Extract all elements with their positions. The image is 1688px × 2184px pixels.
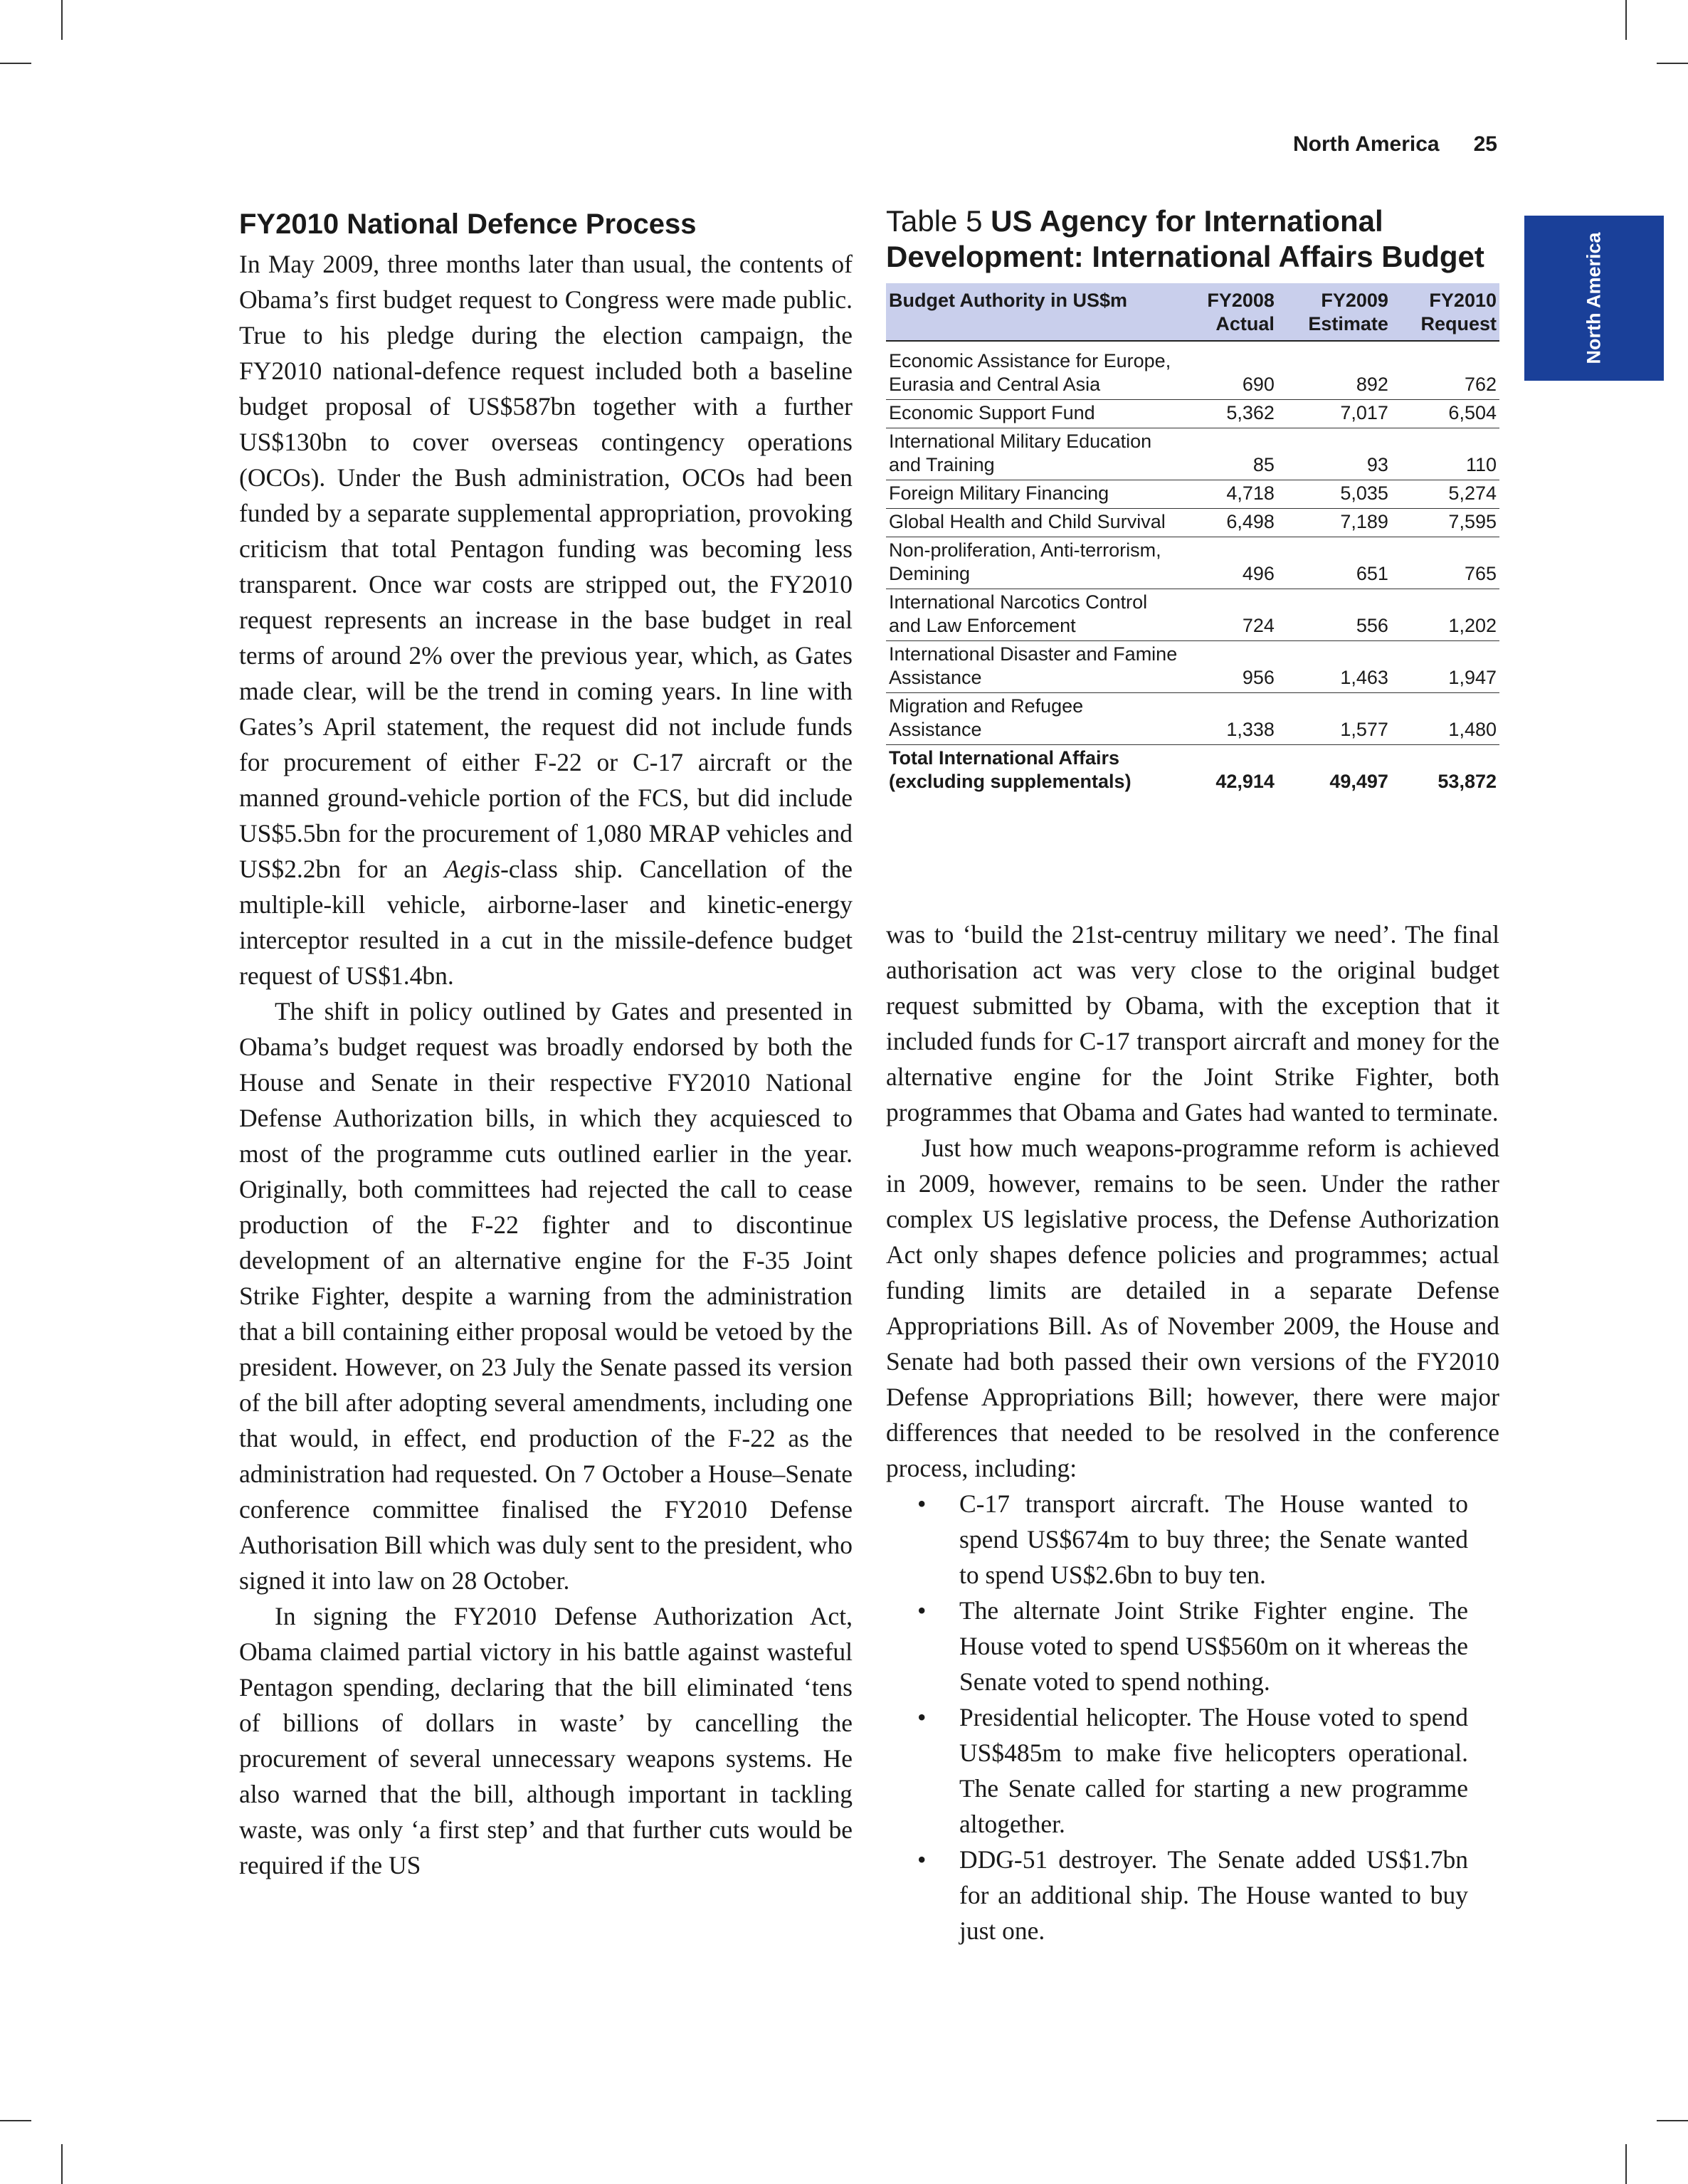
running-header (1293, 132, 1497, 157)
body-paragraph: In May 2009, three months later than usual, the contents of Obama’s first budget request to Congress were made public. True to his pledge during the election campaign, the FY2010 national-defence request included both a baseline budget proposal of US$587bn together with a further US$130bn to cover overseas contingency operations (OCOs). Under the Bush administration, OCOs had been funded by a separate supplemental appropriation, provoking criticism that total Pentagon funding was becoming less transparent. Once war costs are stripped out, the FY2010 request represents an increase in the base budget in real terms of around 2% over the previous year, which, as Gates made clear, will be the trend in coming years. In line with Gates’s April statement, the request did not include funds for procurement of either F-22 or C-17 aircraft or the manned ground-vehicle portion of the FCS, but did include US$5.5bn for the procurement of 1,080 MRAP vehicles and US$2.2bn for an Aegis-class ship. Cancellation of the multiple-kill vehicle, airborne-laser and kinetic-energy interceptor resulted in a cut in the missile-defence budget request of US$1.4bn. (239, 250, 853, 990)
list-item: • The alternate Joint Strike Fighter engine. The House voted to spend US$560m on it whereas the Senate voted to spend nothing. (886, 1593, 1499, 1699)
bullet-icon: • (917, 1845, 927, 1874)
crop-mark (61, 0, 63, 40)
table-row: Non-proliferation, Anti-terrorism, Demining 496 651 765 (886, 537, 1499, 589)
table-title-text: US Agency for International Development: International Affairs Budget (886, 204, 1484, 273)
section-side-tab (1524, 216, 1664, 381)
table-header-row (886, 283, 1499, 341)
right-column (886, 917, 1499, 1948)
differences-list (886, 1486, 1499, 1948)
body-paragraph: The shift in policy outlined by Gates and presented in Obama’s budget request was broadly endorsed by both the House and Senate in their respective FY2010 National Defense Authorization bills, in which they acquiesced to most of the programme cuts outlined earlier in the year. Originally, both committees had rejected the call to cease production of the F-22 fighter and to discontinue development of an alternative engine for the F-35 Joint Strike Fighter, despite a warning from the administration that a bill containing either proposal would be vetoed by the president. However, on 23 July the Senate passed its version of the bill after adopting several amendments, including one that would, in effect, end production of the F-22 as the administration had requested. On 7 October a House–Senate conference committee finalised the FY2010 Defense Authorisation Bill which was duly sent to the president, who signed it into law on 28 October. (239, 997, 853, 1595)
table-row: Economic Support Fund 5,362 7,017 6,504 (886, 399, 1499, 428)
crop-mark (1657, 63, 1688, 64)
crop-mark (1625, 0, 1627, 40)
bullet-icon: • (917, 1596, 927, 1625)
table-row: Foreign Military Financing 4,718 5,035 5,274 (886, 480, 1499, 508)
table-header-label: Budget Authority in US$m (886, 283, 1181, 341)
italic-ship-name: Aegis (444, 855, 501, 883)
body-paragraph: Just how much weapons-programme reform is achieved in 2009, however, remains to be seen. Under the rather complex US legislative process, the Defense Authorization Act only shapes defence policies and programmes; actual funding limits are detailed in a separate Defense Appropriations Bill. As of November 2009, the House and Senate had both passed their own versions of the FY2010 Defense Appropriations Bill; however, there were major differences that needed to be resolved in the conference process, including: (886, 1134, 1499, 1482)
bullet-icon: • (917, 1489, 927, 1518)
table-row: Global Health and Child Survival 6,498 7,189 7,595 (886, 508, 1499, 537)
bullet-icon: • (917, 1703, 927, 1731)
table-header-fy2008: FY2008 Actual (1181, 283, 1277, 341)
table-title (886, 204, 1499, 275)
table-header-fy2009: FY2009 Estimate (1277, 283, 1391, 341)
list-item: • DDG-51 destroyer. The Senate added US$1.7bn for an additional ship. The House wanted to buy just one. (886, 1842, 1499, 1948)
table-total-row: Total International Affairs (excluding supplementals) 42,914 49,497 53,872 (889, 747, 1497, 792)
budget-table (886, 283, 1499, 796)
page-number: 25 (1473, 132, 1497, 156)
list-item: • Presidential helicopter. The House voted to spend US$485m to make five helicopters operational. The Senate called for starting a new programme altogether. (886, 1699, 1499, 1842)
table-row: International Military Education and Training 85 93 110 (886, 428, 1499, 480)
table-header-fy2010: FY2010 Request (1391, 283, 1499, 341)
list-item: • C-17 transport aircraft. The House wanted to spend US$674m to buy three; the Senate wanted to spend US$2.6bn to buy ten. (886, 1486, 1499, 1593)
table-label: Table 5 (886, 204, 983, 238)
crop-mark (1625, 2144, 1627, 2184)
left-column (239, 204, 853, 1883)
crop-mark (0, 2120, 31, 2121)
body-paragraph: was to ‘build the 21st-centruy military we need’. The final authorisation act was very close to the original budget request submitted by Obama, with the exception that it included funds for C-17 transport aircraft and money for the alternative engine for the Joint Strike Fighter, both programmes that Obama and Gates had wanted to terminate. (886, 920, 1499, 1127)
section-heading: FY2010 National Defence Process (239, 209, 697, 240)
body-paragraph: In signing the FY2010 Defense Authorization Act, Obama claimed partial victory in his battle against wasteful Pentagon spending, declaring that the bill eliminated ‘tens of billions of dollars in waste’ by cancelling the procurement of several unnecessary weapons systems. He also warned that the bill, although important in tackling waste, was only ‘a first step’ and that further cuts would be required if the US (239, 1602, 853, 1879)
table-row: Economic Assistance for Europe, Eurasia and Central Asia 690 892 762 (886, 341, 1499, 399)
crop-mark (61, 2144, 63, 2184)
table-row: International Disaster and Famine Assistance 956 1,463 1,947 (886, 640, 1499, 692)
budget-table-block (886, 204, 1499, 796)
running-header-section: North America (1293, 132, 1440, 156)
crop-mark (0, 63, 31, 64)
table-row: Migration and Refugee Assistance 1,338 1,577 1,480 (886, 692, 1499, 744)
side-tab-label: North America (1583, 232, 1605, 364)
table-row: International Narcotics Control and Law Enforcement 724 556 1,202 (886, 589, 1499, 640)
crop-mark (1657, 2120, 1688, 2121)
